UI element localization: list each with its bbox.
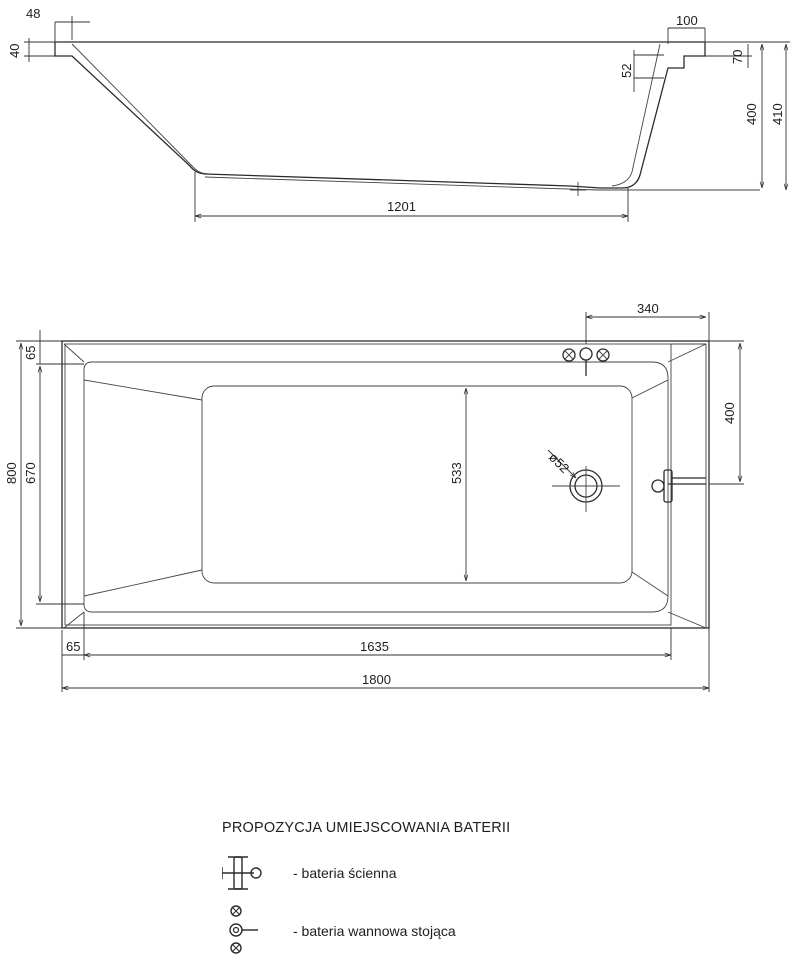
top-view-deck xyxy=(671,344,706,628)
top-view-outer-rim xyxy=(62,341,709,628)
top-view xyxy=(4,301,744,692)
dim-inner-width: 533 xyxy=(449,462,464,484)
side-view-inner-left-wall xyxy=(72,44,210,174)
legend-item-freestanding-faucet xyxy=(222,905,622,957)
wall-faucet-symbol xyxy=(652,470,706,502)
dim-rim-height-left: 40 xyxy=(7,43,22,58)
top-view-basin-floor xyxy=(202,386,632,583)
dim-depth: 400 xyxy=(744,103,759,125)
dim-total-height: 410 xyxy=(770,103,785,125)
legend-item-wall-faucet xyxy=(222,855,622,895)
side-view-outline xyxy=(55,42,705,188)
dim-inner-rim-width: 670 xyxy=(23,462,38,484)
side-view xyxy=(7,6,790,222)
wall-mounted-faucet-icon xyxy=(222,855,266,895)
dim-drain-offset: 400 xyxy=(722,402,737,424)
dim-rim-left: 48 xyxy=(26,6,41,21)
dim-inner-depth: 52 xyxy=(619,63,634,78)
dim-rim-left: 65 xyxy=(66,639,81,654)
dim-rim-height-right: 70 xyxy=(730,49,745,64)
dim-rim-top: 65 xyxy=(23,345,38,360)
legend-label-wall-faucet: - bateria ścienna xyxy=(293,865,397,881)
faucet-placement-legend xyxy=(222,820,642,939)
dim-inner-length: 1635 xyxy=(360,639,389,654)
dim-rim-right: 100 xyxy=(676,13,698,28)
dim-total-width: 800 xyxy=(4,462,19,484)
legend-title: PROPOZYCJA UMIEJSCOWANIA BATERII xyxy=(222,820,511,836)
dim-total-length: 1800 xyxy=(362,672,391,687)
dim-drain-diameter: ø52 xyxy=(545,449,573,476)
dim-tap-offset: 340 xyxy=(637,301,659,316)
top-view-basin-outline xyxy=(84,362,668,612)
dim-bottom-length: 1201 xyxy=(387,199,416,214)
legend-label-freestanding-faucet: - bateria wannowa stojąca xyxy=(293,923,456,939)
freestanding-faucet-icon xyxy=(222,905,266,957)
